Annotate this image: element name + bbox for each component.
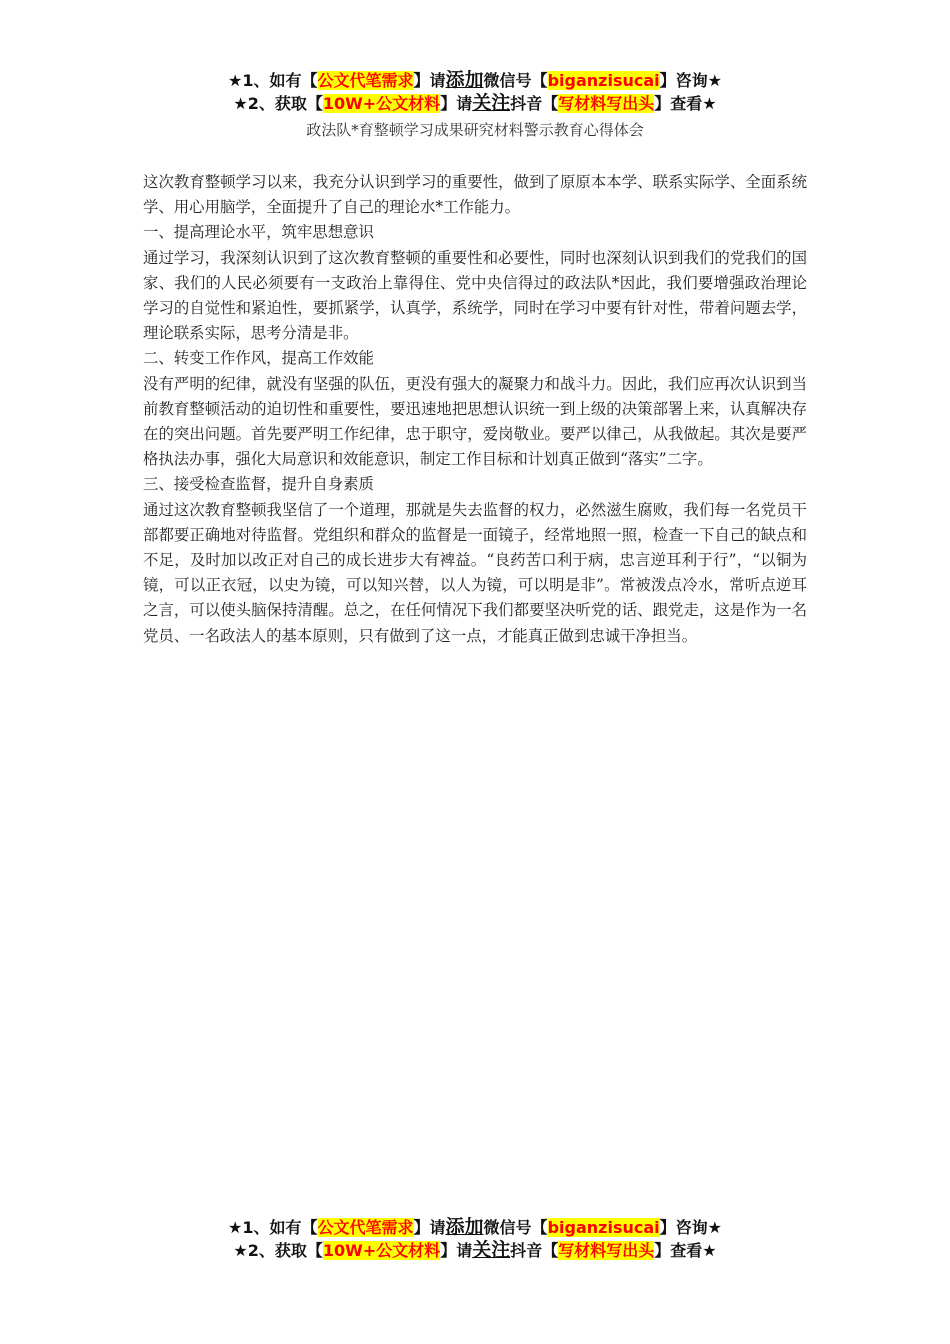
banner-line1-highlight-service: 公文代笔需求 — [317, 71, 414, 90]
banner-line1-middle1: 】请 — [413, 71, 446, 90]
document-body — [143, 170, 807, 649]
footer-line2-middle2: 抖音【 — [510, 1241, 559, 1260]
banner-line2-middle2: 抖音【 — [510, 94, 559, 113]
banner-line-1 — [0, 69, 950, 92]
footer-line2-emphasis: 关注 — [472, 1239, 511, 1261]
section-paragraph-2: 没有严明的纪律，就没有坚强的队伍，更没有强大的凝聚力和战斗力。因此，我们应再次认识到当前教育整顿活动的迫切性和重要性，要迅速地把思想认识统一到上级的决策部署上来，认真解决存在的突出问题。首先要严明工作纪律，忠于职守，爱岗敬业。要严以律己，从我做起。其次是要严格执法办事，强化大局意识和效能意识，制定工作目标和计划真正做到“落实”二字。 — [143, 374, 807, 469]
section-heading-2: 二、转变工作作风，提高工作效能 — [143, 349, 374, 368]
banner-line1-suffix: 】咨询★ — [659, 71, 722, 90]
top-banner — [0, 69, 950, 115]
footer-line2-highlight-douyin: 写材料写出头 — [558, 1241, 655, 1260]
footer-banner-line-2 — [0, 1239, 950, 1262]
bottom-banner — [0, 1216, 950, 1262]
section-paragraph-1: 通过学习，我深刻认识到了这次教育整顿的重要性和必要性，同时也深刻认识到我们的党我们的国家、我们的人民必须要有一支政治上靠得住、党中央信得过的政法队*因此，我们要增强政治理论学习的自觉性和紧迫性，要抓紧学，认真学，系统学，同时在学习中要有针对性，带着问题去学，理论联系实际，思考分清是非。 — [143, 248, 807, 343]
footer-line2-suffix: 】查看★ — [654, 1241, 717, 1260]
footer-banner-line-1 — [0, 1216, 950, 1239]
banner-line1-prefix: ★1、如有【 — [228, 71, 318, 90]
footer-line1-middle2: 微信号【 — [483, 1218, 548, 1237]
footer-line1-middle1: 】请 — [413, 1218, 446, 1237]
banner-line1-middle2: 微信号【 — [483, 71, 548, 90]
banner-line1-emphasis: 添加 — [445, 69, 484, 91]
section-paragraph-3: 通过这次教育整顿我坚信了一个道理，那就是失去监督的权力，必然滋生腐败，我们每一名党员干部都要正确地对待监督。党组织和群众的监督是一面镜子，经常地照一照，检查一下自己的缺点和不足，及时加以改正对自己的成长进步大有裨益。“良药苦口利于病，忠言逆耳利于行”，“以铜为镜，可以正衣冠，以史为镜，可以知兴替，以人为镜，可以明是非”。常被泼点冷水，常听点逆耳之言，可以使头脑保持清醒。总之，在任何情况下我们都要坚决听党的话、跟党走，这是作为一名党员、一名政法人的基本原则，只有做到了这一点，才能真正做到忠诚干净担当。 — [143, 500, 807, 645]
banner-line2-emphasis: 关注 — [472, 92, 511, 114]
intro-paragraph: 这次教育整顿学习以来，我充分认识到学习的重要性，做到了原原本本学、联系实际学、全面系统学、用心用脑学，全面提升了自己的理论水*工作能力。 — [143, 173, 807, 217]
banner-line2-middle1: 】请 — [440, 94, 473, 113]
banner-line1-highlight-wechat: biganzisucai — [547, 71, 660, 90]
banner-line2-highlight-douyin: 写材料写出头 — [558, 94, 655, 113]
banner-line-2 — [0, 92, 950, 115]
footer-line2-highlight-materials: 10W+公文材料 — [322, 1241, 441, 1260]
footer-line2-prefix: ★2、获取【 — [233, 1241, 323, 1260]
footer-line2-middle1: 】请 — [440, 1241, 473, 1260]
banner-line2-suffix: 】查看★ — [654, 94, 717, 113]
banner-line2-prefix: ★2、获取【 — [233, 94, 323, 113]
footer-line1-emphasis: 添加 — [445, 1216, 484, 1238]
section-heading-1: 一、提高理论水平，筑牢思想意识 — [143, 223, 374, 242]
section-heading-3: 三、接受检查监督，提升自身素质 — [143, 475, 374, 494]
document-title: 政法队*育整顿学习成果研究材料警示教育心得体会 — [306, 121, 644, 139]
footer-line1-suffix: 】咨询★ — [659, 1218, 722, 1237]
footer-line1-prefix: ★1、如有【 — [228, 1218, 318, 1237]
footer-line1-highlight-wechat: biganzisucai — [547, 1218, 660, 1237]
footer-line1-highlight-service: 公文代笔需求 — [317, 1218, 414, 1237]
banner-line2-highlight-materials: 10W+公文材料 — [322, 94, 441, 113]
